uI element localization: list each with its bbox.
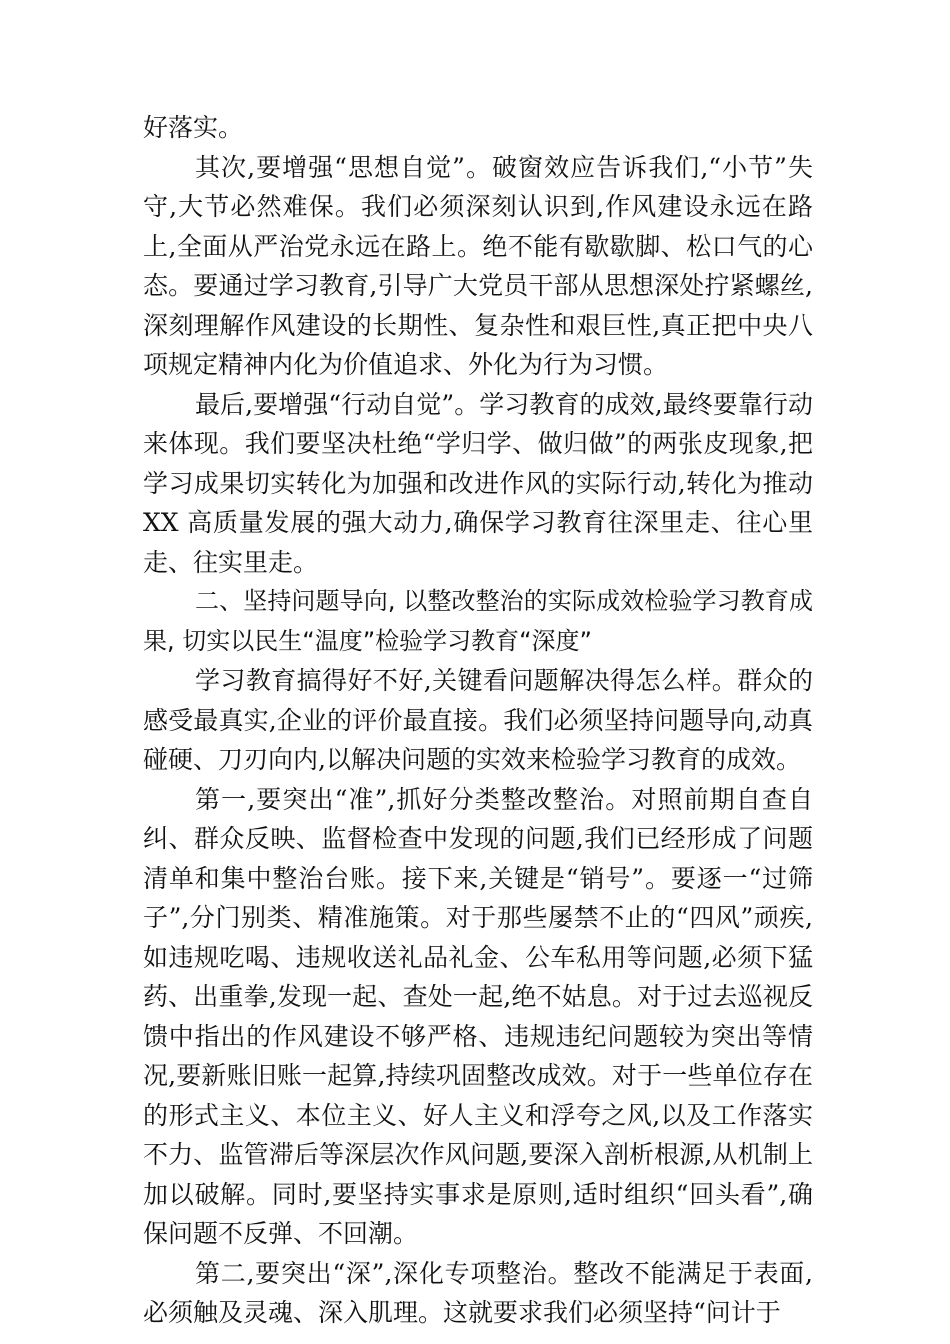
paragraph-first-accuracy: 第一,要突出“准”,抓好分类整改整治。对照前期自查自纠、群众反映、监督检查中发现的问题,我们已经形成了问题清单和集中整治台账。接下来,关键是“销号”。要逐一“过筛子”,分门别类、精准施策。对于那些屡禁不止的“四风”顽疾,如违规吃喝、违规收送礼品礼金、公车私用等问题,必须下猛药、出重拳,发现一起、查处一起,绝不姑息。对于过去巡视反馈中指出的作风建设不够严格、违规违纪问题较为突出等情况,要新账旧账一起算,持续巩固整改成效。对于一些单位存在的形式主义、本位主义、好人主义和浮夸之风,以及工作落实不力、监管滞后等深层次作风问题,要深入剖析根源,从机制上加以破解。同时,要坚持实事求是原则,适时组织“回头看”,确保问题不反弹、不回潮。 <box>143 784 813 1248</box>
paragraph-thought-awareness: 其次,要增强“思想自觉”。破窗效应告诉我们,“小节”失守,大节必然难保。我们必须深刻认识到,作风建设永远在路上,全面从严治党永远在路上。绝不能有歇歇脚、松口气的心态。要通过学习教育,引导广大党员干部从思想深处拧紧螺丝,深刻理解作风建设的长期性、复杂性和艰巨性,真正把中央八项规定精神内化为价值追求、外化为行为习惯。 <box>143 152 813 379</box>
section-heading-2: 二、坚持问题导向, 以整改整治的实际成效检验学习教育成果, 切实以民生“温度”检验学习教育“深度” <box>143 587 813 655</box>
paragraph-second-depth: 第二,要突出“深”,深化专项整治。整改不能满足于表面,必须触及灵魂、深入肌理。这就要求我们必须坚持“问计于 <box>143 1258 813 1327</box>
paragraph-action-awareness: 最后,要增强“行动自觉”。学习教育的成效,最终要靠行动来体现。我们要坚决杜绝“学归学、做归做”的两张皮现象,把学习成果切实转化为加强和改进作风的实际行动,转化为推动 XX 高质量发展的强大动力,确保学习教育往深里走、往心里走、往实里走。 <box>143 389 813 577</box>
document-body <box>143 108 813 1333</box>
paragraph-continuation: 好落实。 <box>143 113 244 142</box>
paragraph-problem-orientation: 学习教育搞得好不好,关键看问题解决得怎么样。群众的感受最真实,企业的评价最直接。我们必须坚持问题导向,动真碰硬、刀刃向内,以解决问题的实效来检验学习教育的成效。 <box>143 666 813 774</box>
